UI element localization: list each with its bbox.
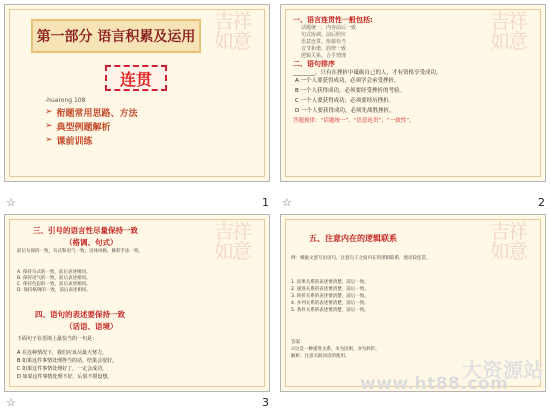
sub-item: 语意连贯、衔接恰当	[301, 39, 347, 45]
option-a: A 一个人要获得成功，必须学会承受挫折。	[295, 78, 400, 84]
slide-body	[293, 15, 529, 124]
page-number: 3	[262, 396, 269, 409]
section-subheading: （格调、句式）	[65, 238, 118, 247]
option-b: B 一个人获得成功，必须要经受挫折的考验。	[295, 88, 406, 94]
answer-note: 答题规律：“话题统一”、“语意连贯”、“一致性”。	[293, 118, 415, 124]
paragraph: 例：根据文意写出语句，注意句子之间内在的逻辑联系，使语段连贯。	[291, 256, 431, 261]
option-a: A 在这种情况下，我们应该尽最大努力。	[17, 350, 108, 356]
section-heading: 一、语言连贯性一般包括:	[293, 16, 373, 24]
arrow-bullet-icon: ➢	[45, 107, 53, 117]
paragraph: 前后句保持一致，句式和语气一致，语体风格、修辞手法一致。	[17, 249, 143, 254]
section-heading: 三、引号的语言性尽量保持一致	[33, 226, 138, 235]
option-d: D 一个人要获得成功，必须先战胜挫折。	[295, 108, 395, 114]
section-heading: 五、注意内在的逻辑联系	[309, 234, 397, 243]
example-line: 5. 条件关系的表述要清楚，前后一致。	[291, 308, 369, 313]
seal-watermark: 吉祥 如意	[214, 9, 250, 53]
star-icon[interactable]: ☆	[6, 396, 16, 409]
question-text: 下面句子在语境上最恰当的一句是：	[17, 336, 98, 342]
options-list	[17, 349, 261, 381]
star-icon[interactable]: ☆	[282, 196, 292, 209]
arrow-bullet-icon: ➢	[45, 121, 53, 131]
option-d: D 如果这件事情处理不好，后果不堪设想。	[17, 374, 113, 380]
example-lines	[291, 279, 531, 314]
seal-watermark: 吉祥 如意	[490, 9, 526, 53]
example-line: C. 保持色彩的一致，前后表述相同。	[17, 282, 91, 287]
example-line: A. 保持句式的一致，前后表述相同。	[17, 270, 91, 275]
sub-item: 逻辑关系、合乎情理	[301, 53, 347, 59]
slide-thumbnail-3[interactable]	[4, 214, 270, 392]
site-watermark-cn: 大资源站	[462, 358, 544, 382]
outline-list	[45, 105, 138, 147]
option-c: C 一个人要获得成功，必须要经历挫折。	[295, 98, 395, 104]
sub-item: 音节和谐、韵律一致	[301, 46, 347, 52]
example-line: 3. 转折关系的表述要清楚，前后一致。	[291, 294, 369, 299]
example-line: B. 保持语气的一致，前后表述相同。	[17, 276, 91, 281]
topic-badge: 连贯	[105, 65, 167, 91]
site-watermark-url: www.ht88.com	[360, 374, 509, 394]
example-lines	[17, 269, 261, 293]
seal-watermark: 吉祥 如意	[490, 219, 526, 263]
outline-item: ➢ 课前训练	[45, 135, 93, 147]
page-number: 2	[538, 196, 545, 209]
author-text: -huarong 108	[45, 97, 86, 104]
sub-item: 话题统一、内容前后一致	[301, 25, 357, 31]
slide-thumbnail-2[interactable]	[280, 4, 546, 182]
answer-line: ①这是一种递进关系，②为因果，③为转折。	[291, 347, 380, 352]
example-line: 4. 并列关系的表述要清楚，前后一致。	[291, 301, 369, 306]
section-subheading: （话语、语境）	[65, 322, 118, 331]
star-icon[interactable]: ☆	[6, 196, 16, 209]
slide-title: 第一部分 语言积累及运用	[31, 19, 201, 53]
answer-line: 答案：	[291, 340, 305, 345]
sub-item: 句式协调、前后照应	[301, 32, 347, 38]
section-heading: 二、语句排序	[293, 60, 335, 68]
outline-item: ➢ 衔题常用思路、方法	[45, 107, 138, 119]
arrow-bullet-icon: ➢	[45, 135, 53, 145]
section-heading: 四、语句的表述要保持一致	[35, 310, 125, 319]
slide-thumbnail-1[interactable]	[4, 4, 270, 182]
question-text: ________，只有在挫折中砥砺自己的人，才有资格享受成功。	[293, 70, 442, 76]
answer-line: 解析：注意关联词语的使用。	[291, 354, 350, 359]
page-number: 1	[262, 196, 269, 209]
seal-watermark: 吉祥 如意	[214, 219, 250, 263]
outline-item: ➢ 典型例题解析	[45, 121, 111, 133]
example-line: 1. 因果关系的表述要清楚，前后一致。	[291, 280, 369, 285]
option-c: C 如果这件事情处理好了，一定会成功。	[17, 366, 108, 372]
example-line: 2. 递进关系的表述要清楚，前后一致。	[291, 287, 369, 292]
option-b: B 如果这件事情处理得当的话，结果会很好。	[17, 358, 118, 364]
example-line: D. 保持格调的一致，前后表述相同。	[17, 288, 91, 293]
site-watermark	[360, 358, 546, 404]
